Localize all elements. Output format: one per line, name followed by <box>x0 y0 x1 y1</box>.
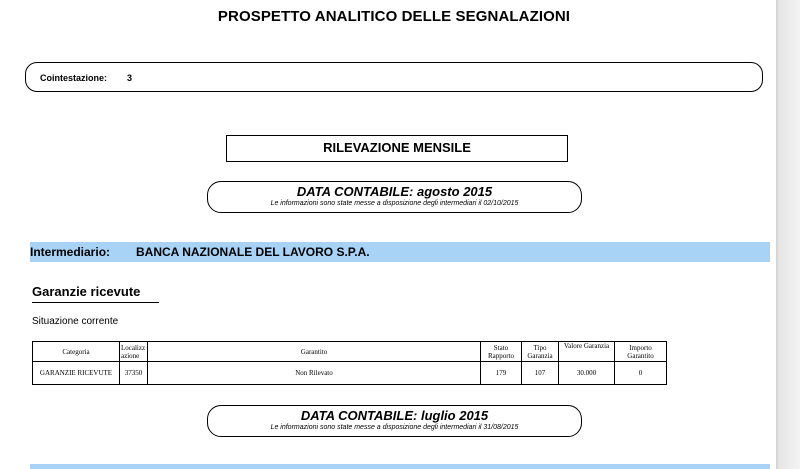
header-garantito: Garantito <box>148 342 481 362</box>
section-title: Garanzie ricevute <box>32 284 141 299</box>
intermediario-band <box>30 242 770 262</box>
intermediario-name: BANCA NAZIONALE DEL LAVORO S.P.A. <box>136 245 370 259</box>
cell-tipo-garanzia: 107 <box>522 362 559 385</box>
page-title: PROSPETTO ANALITICO DELLE SEGNALAZIONI <box>217 8 571 25</box>
intermediario-band-partial <box>30 464 770 469</box>
section-underline <box>32 302 159 303</box>
cell-importo-garantito: 0 <box>615 362 667 385</box>
rilevazione-title: RILEVAZIONE MENSILE <box>226 135 568 162</box>
cell-garantito: Non Rilevato <box>148 362 481 385</box>
cointestazione-box <box>25 62 763 92</box>
garanzie-table <box>32 341 667 385</box>
header-categoria: Categoria <box>33 342 120 362</box>
cell-valore-garanzia: 30.000 <box>559 362 615 385</box>
section-subtitle: Situazione corrente <box>32 316 119 327</box>
cell-localizzazione: 37350 <box>120 362 148 385</box>
data-contabile-title: DATA CONTABILE: agosto 2015 <box>296 184 493 199</box>
data-contabile-note: Le informazioni sono state messe a disposizione degli intermediari il 31/08/2015 <box>270 424 519 431</box>
table-row <box>33 362 667 385</box>
cell-categoria: GARANZIE RICEVUTE <box>33 362 120 385</box>
intermediario-label: Intermediario: <box>30 245 111 259</box>
header-valore-garanzia: Valore Garanzia <box>559 342 615 362</box>
cell-stato-rapporto: 179 <box>481 362 522 385</box>
data-contabile-title: DATA CONTABILE: luglio 2015 <box>300 408 489 423</box>
page-edge-shadow <box>776 0 800 469</box>
header-tipo-garanzia: Tipo Garanzia <box>522 342 559 362</box>
header-importo-garantito: Importo Garantito <box>615 342 667 362</box>
table-header-row <box>33 342 667 362</box>
data-contabile-box <box>207 405 582 437</box>
data-contabile-box <box>207 181 582 213</box>
header-stato-rapporto: Stato Rapporto <box>481 342 522 362</box>
cointestazione-value: 3 <box>127 73 133 83</box>
cointestazione-label: Cointestazione: <box>40 73 108 83</box>
header-localizzazione: Localizzazione <box>120 342 148 362</box>
data-contabile-note: Le informazioni sono state messe a disposizione degli intermediari il 02/10/2015 <box>270 200 519 207</box>
